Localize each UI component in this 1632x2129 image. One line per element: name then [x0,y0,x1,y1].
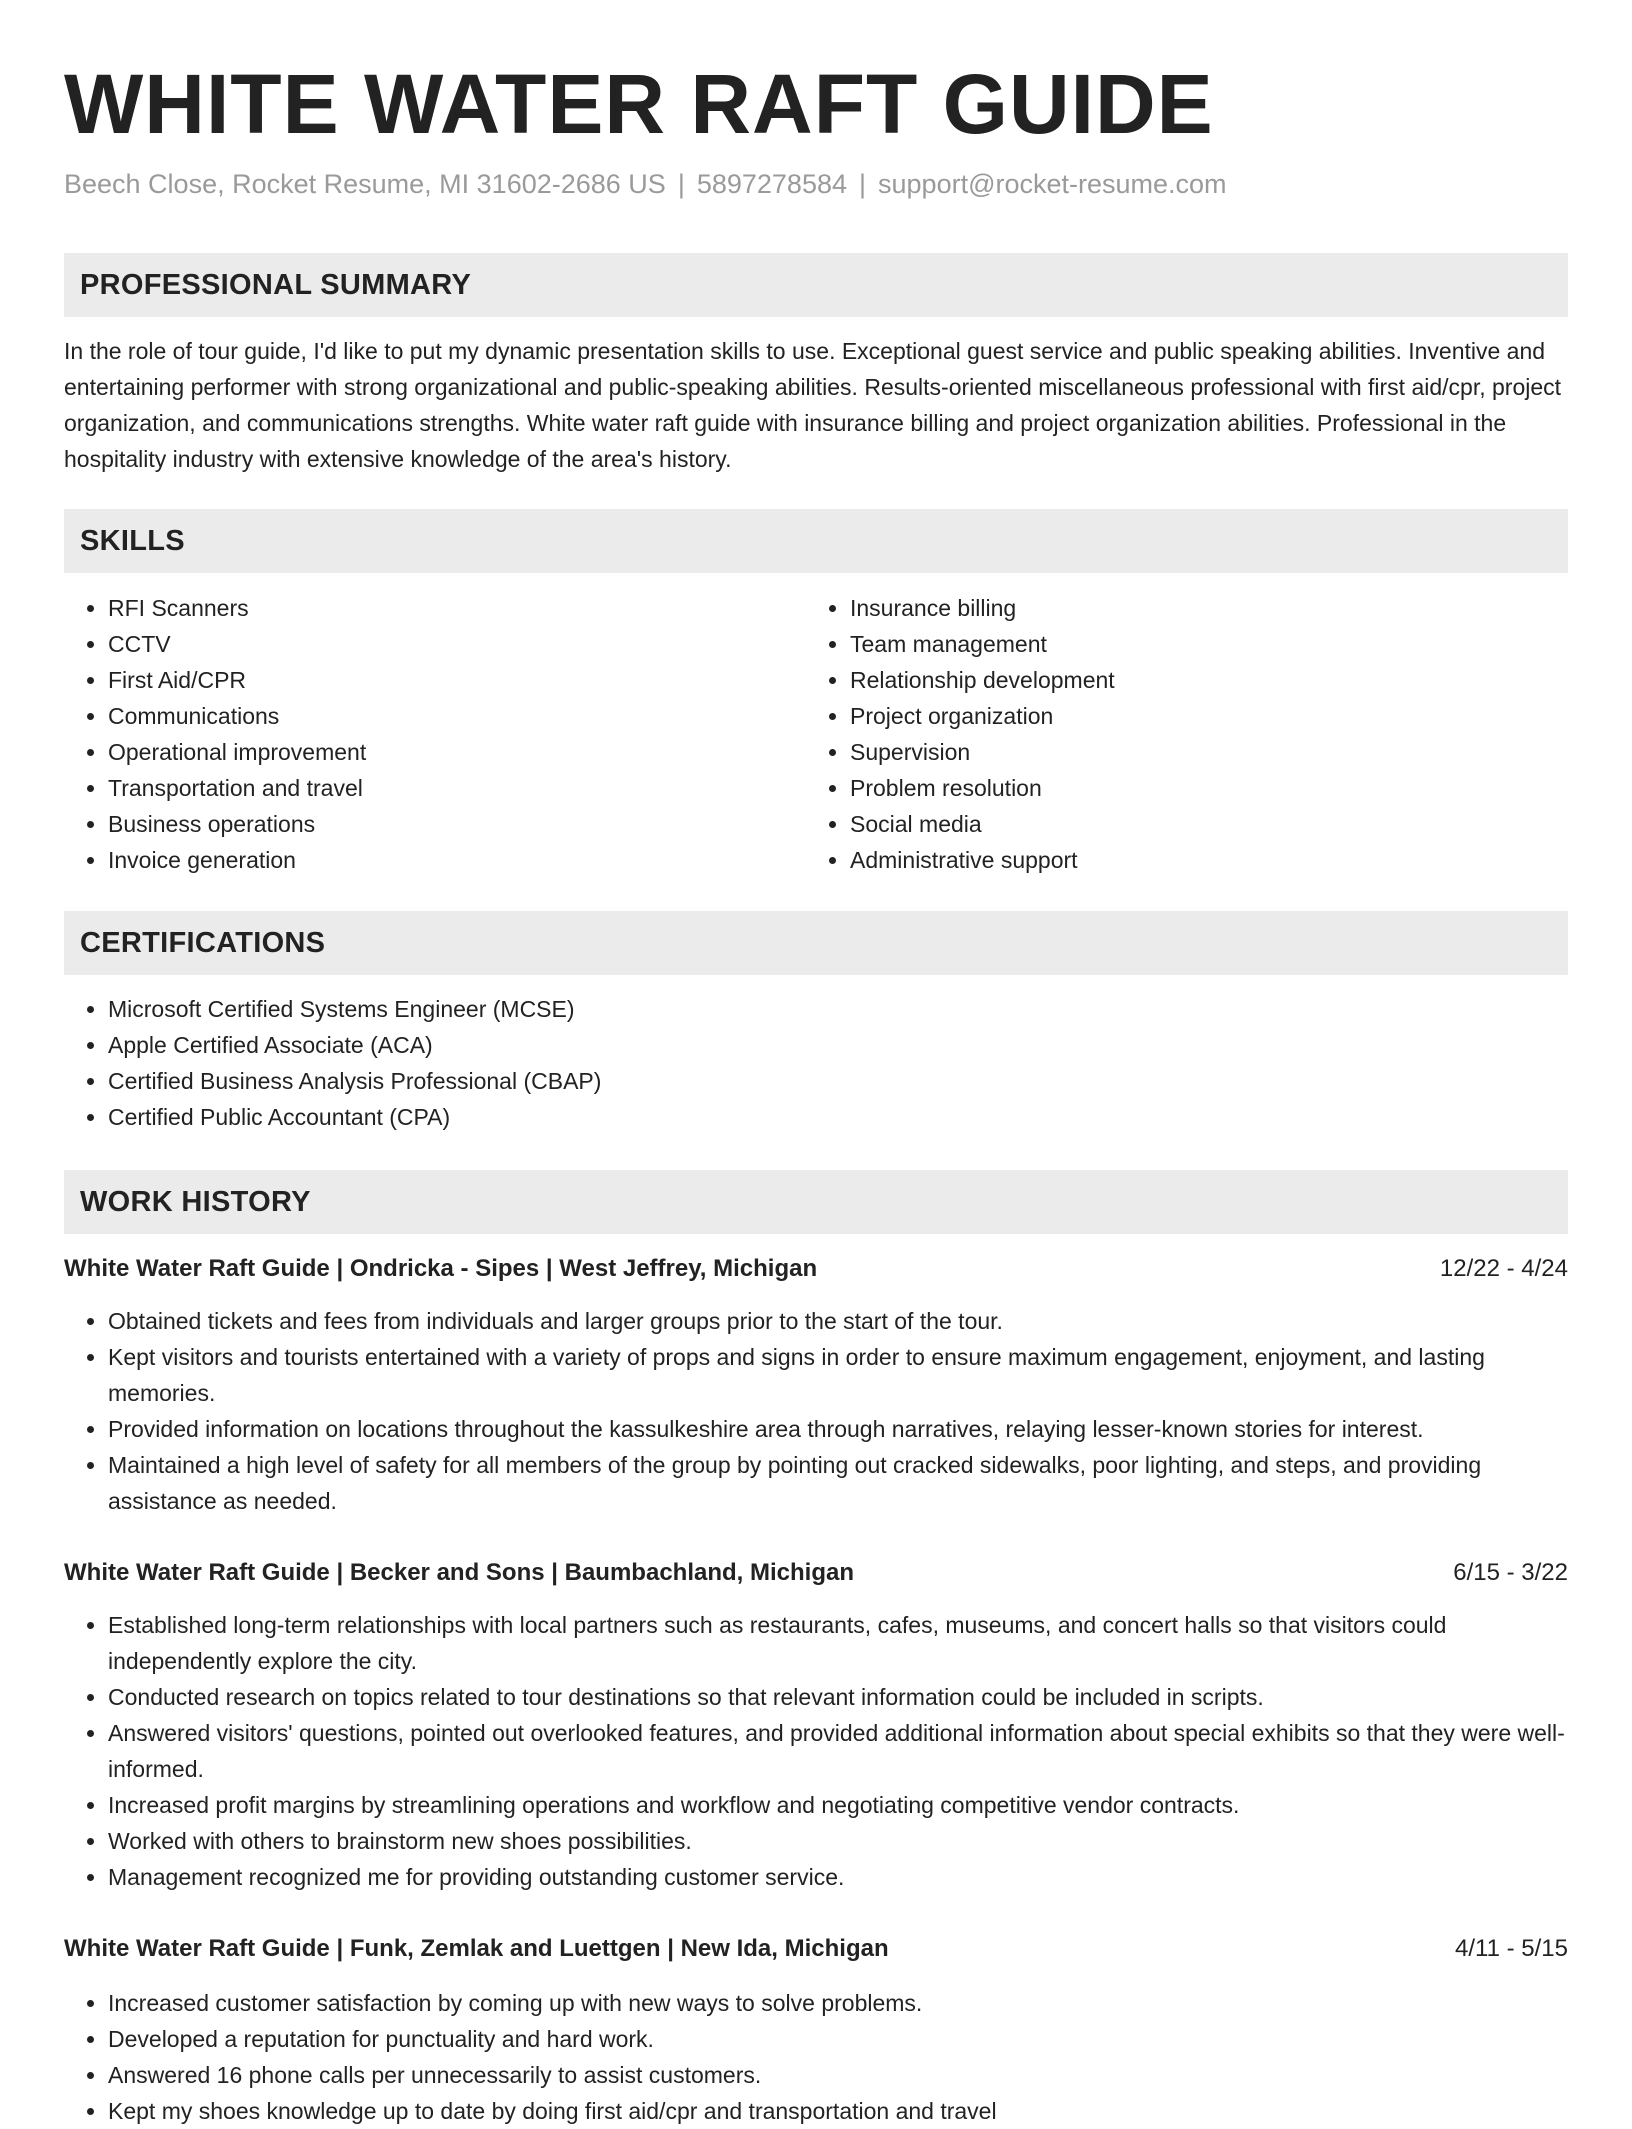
job-duties [64,1303,1568,1519]
contact-line [64,166,1227,202]
certification-item: • Certified Public Accountant (CPA) [108,1099,1568,1135]
job-duty-item: • Increased profit margins by streamlining operations and workflow and negotiating competitive vendor contracts. [108,1787,1568,1823]
job-header [64,1553,1568,1593]
job-duty-item: • Obtained tickets and fees from individuals and larger groups prior to the start of the tour. [108,1303,1568,1339]
contact-phone: 5897278584 [696,169,847,199]
certifications-list [64,991,1568,1135]
job-duty-item: • Answered visitors' questions, pointed out overlooked features, and provided additional information about special exhibits so that they were well-informed. [108,1715,1568,1787]
skill-item: • Relationship development [850,662,1546,698]
job-duty-item: • Developed a reputation for punctuality and hard work. [108,2021,1568,2057]
skill-item: • Business operations [108,806,804,842]
summary-section-header [64,253,1568,317]
job-duty-item: • Management recognized me for providing outstanding customer service. [108,1859,1568,1895]
certifications-section-header [64,911,1568,975]
skills-right-list [806,590,1546,878]
skill-item: • RFI Scanners [108,590,804,626]
skills-heading: SKILLS [80,525,185,557]
skills-left-column [64,590,804,878]
skill-item: • Operational improvement [108,734,804,770]
job-duty-item: • Answered 16 phone calls per unnecessarily to assist customers. [108,2057,1568,2093]
summary-text: In the role of tour guide, I'd like to put my dynamic presentation skills to use. Exceptional guest service and public speaking abilities. Inventive and entertaining performer with strong organizational and public-speaking abilities. Results-oriented miscellaneous professional with first aid/cpr, project organization, and communications strengths. White water raft guide with insurance billing and project organization abilities. Professional in the hospitality industry with extensive knowledge of the area's history. [64,338,1562,472]
skill-item: • Administrative support [850,842,1546,878]
skills-section-header [64,509,1568,573]
skill-item: • CCTV [108,626,804,662]
skills-right-column [806,590,1546,878]
job-duty-item: • Increased customer satisfaction by coming up with new ways to solve problems. [108,1985,1568,2021]
contact-separator: | [859,169,867,199]
job-header [64,1929,1568,1969]
contact-address: Beech Close, Rocket Resume, MI 31602-2686 US [64,169,666,199]
job-duty-item: • Established long-term relationships with local partners such as restaurants, cafes, museums, and concert halls so that visitors could independently explore the city. [108,1607,1568,1679]
skill-item: • Project organization [850,698,1546,734]
job-title: White Water Raft Guide | Becker and Sons | Baumbachland, Michigan [64,1559,854,1586]
job-duty-item: • Conducted research on topics related to tour destinations so that relevant information could be included in scripts. [108,1679,1568,1715]
job-dates: 6/15 - 3/22 [1453,1559,1568,1586]
job-duties [64,1985,1568,2129]
certification-item: • Apple Certified Associate (ACA) [108,1027,1568,1063]
job-duty-item: • Kept my shoes knowledge up to date by doing first aid/cpr and transportation and travel [108,2093,1568,2129]
job-duty-item: • Worked with others to brainstorm new shoes possibilities. [108,1823,1568,1859]
contact-separator: | [677,169,685,199]
certification-item: • Certified Business Analysis Professional (CBAP) [108,1063,1568,1099]
job-dates: 4/11 - 5/15 [1455,1935,1568,1962]
job-duties-list [64,1607,1568,1895]
job-duty-item: • Kept visitors and tourists entertained with a variety of props and signs in order to ensure maximum engagement, enjoyment, and lasting memories. [108,1339,1568,1411]
skill-item: • Team management [850,626,1546,662]
skill-item: • First Aid/CPR [108,662,804,698]
job-duty-item: • Provided information on locations throughout the kassulkeshire area through narratives, relaying lesser-known stories for interest. [108,1411,1568,1447]
certification-item: • Microsoft Certified Systems Engineer (MCSE) [108,991,1568,1027]
skill-item: • Social media [850,806,1546,842]
job-duties-list [64,1985,1568,2129]
job-header [64,1249,1568,1289]
skill-item: • Supervision [850,734,1546,770]
job-dates: 12/22 - 4/24 [1439,1255,1568,1282]
skill-item: • Insurance billing [850,590,1546,626]
skill-item: • Invoice generation [108,842,804,878]
job-duty-item: • Maintained a high level of safety for all members of the group by pointing out cracked sidewalks, poor lighting, and steps, and providing assistance as needed. [108,1447,1568,1519]
summary-heading: PROFESSIONAL SUMMARY [80,269,472,301]
job-title: White Water Raft Guide | Ondricka - Sipes | West Jeffrey, Michigan [64,1255,818,1282]
certifications-heading: CERTIFICATIONS [80,927,326,959]
job-title: White Water Raft Guide | Funk, Zemlak and Luettgen | New Ida, Michigan [64,1935,889,1962]
skill-item: • Transportation and travel [108,770,804,806]
contact-email: support@rocket-resume.com [878,169,1227,199]
certifications-block [64,991,1568,1135]
job-duties-list [64,1303,1568,1519]
job-duties [64,1607,1568,1895]
work-history-section-header [64,1170,1568,1234]
work-history-heading: WORK HISTORY [80,1186,311,1218]
skill-item: • Problem resolution [850,770,1546,806]
skill-item: • Communications [108,698,804,734]
resume-name-title: WHITE WATER RAFT GUIDE [64,57,1214,151]
skills-left-list [64,590,804,878]
